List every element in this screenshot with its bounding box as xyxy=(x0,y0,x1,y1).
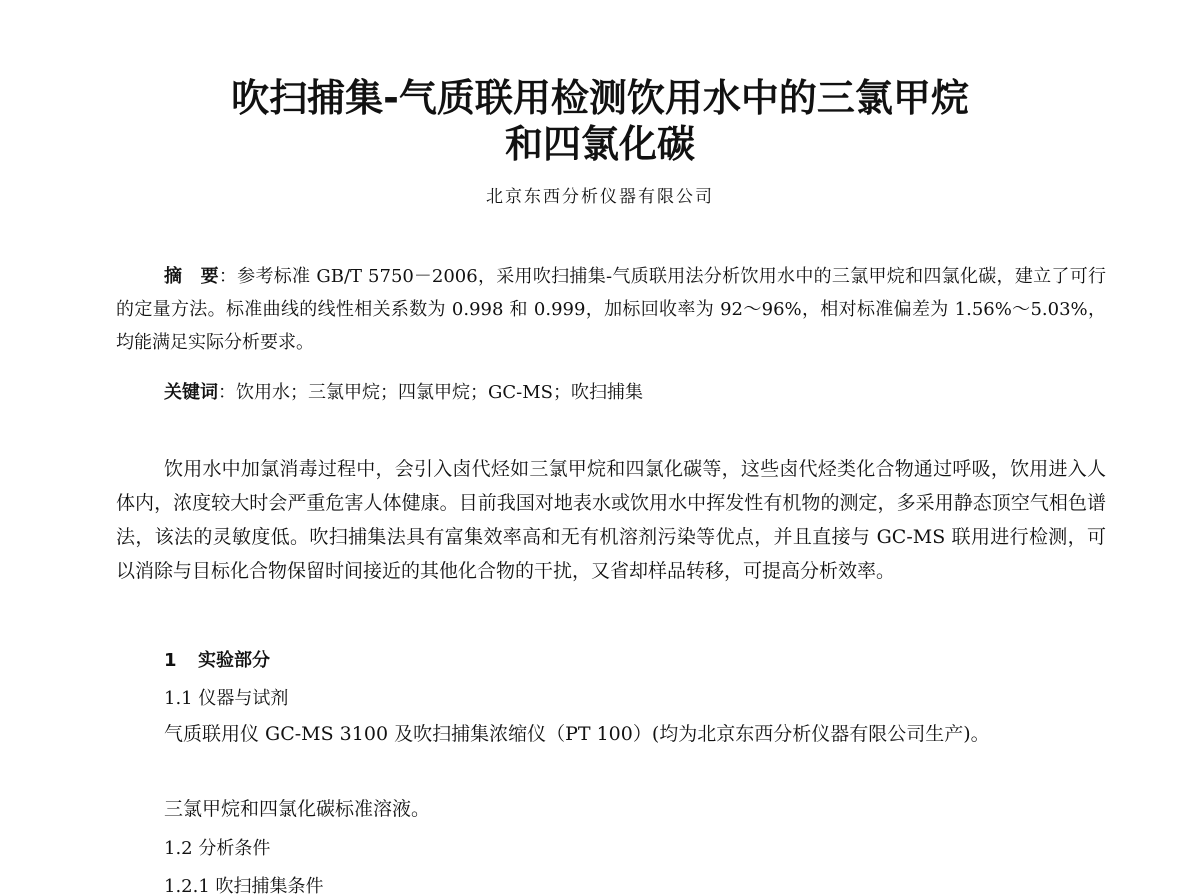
section-1-1-paragraph-2: 三氯甲烷和四氯化碳标准溶液。 xyxy=(164,798,431,820)
keywords-label: 关键词 xyxy=(164,382,218,403)
section-1-1-paragraph: 气质联用仪 GC-MS 3100 及吹扫捕集浓缩仪（PT 100）(均为北京东西分析仪器有限公司生产)。 xyxy=(164,723,990,745)
section-1-2-1-heading: 1.2.1 吹扫捕集条件 xyxy=(164,876,324,894)
section-1-heading xyxy=(116,646,1106,676)
abstract xyxy=(116,260,1106,359)
section-1-number: 1 xyxy=(164,650,177,671)
introduction-paragraph: 饮用水中加氯消毒过程中，会引入卤代烃如三氯甲烷和四氯化碳等，这些卤代烃类化合物通过呼吸，饮用进入人体内，浓度较大时会严重危害人体健康。目前我国对地表水或饮用水中挥发性有机物的测定，多采用静态顶空气相色谱法，该法的灵敏度低。吹扫捕集法具有富集效率高和无有机溶剂污染等优点，并且直接与 GC-MS 联用进行检测，可以消除与目标化合物保留时间接近的其他化合物的干扰，又省却样品转移，可提高分析效率。 xyxy=(116,458,1106,582)
keywords xyxy=(116,376,1106,409)
title-line-2: 和四氯化碳 xyxy=(504,122,695,166)
section-1-2-heading: 1.2 分析条件 xyxy=(164,838,271,859)
author-affiliation: 北京东西分析仪器有限公司 xyxy=(486,187,714,207)
keywords-text: ：饮用水；三氯甲烷；四氯甲烷；GC-MS；吹扫捕集 xyxy=(218,382,643,403)
section-1-title: 实验部分 xyxy=(198,650,270,671)
section-1-1-heading: 1.1 仪器与试剂 xyxy=(164,688,289,709)
title-line-1: 吹扫捕集-气质联用检测饮用水中的三氯甲烷 xyxy=(231,76,969,120)
abstract-label: 摘 要 xyxy=(164,266,219,287)
abstract-text: ：参考标准 GB/T 5750－2006，采用吹扫捕集-气质联用法分析饮用水中的三氯甲烷和四氯化碳，建立了可行的定量方法。标准曲线的线性相关系数为 0.998 和 0.999，加标回收率为 92～96%，相对标准偏差为 1.56%～5.03%，均能满足实际分析要求。 xyxy=(116,266,1106,353)
